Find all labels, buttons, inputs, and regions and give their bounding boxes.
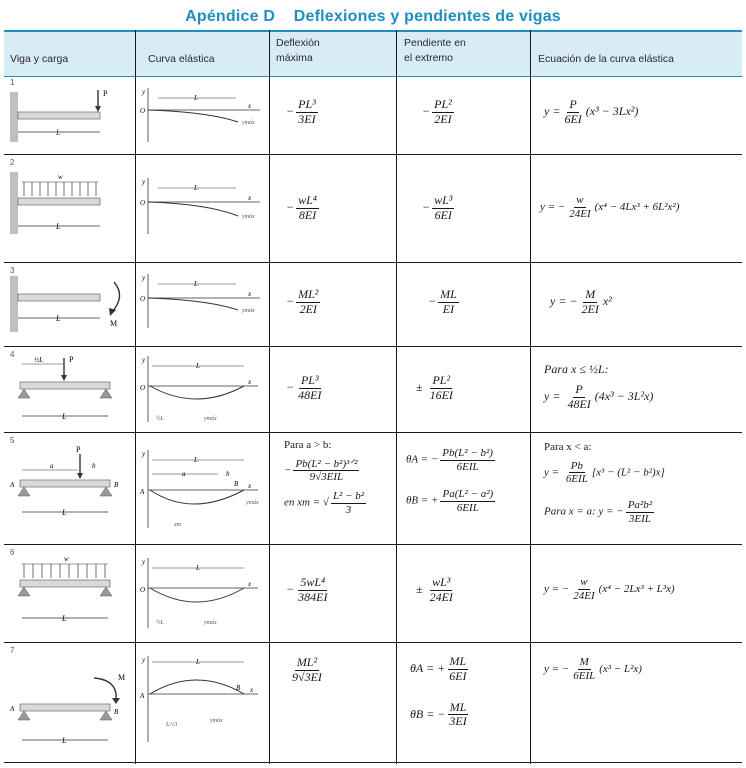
svg-text:y: y (142, 656, 146, 664)
header-pendiente-1: Pendiente en (404, 37, 466, 49)
end-slope: ± $\frac{\text{PL²}}{16EI}$ (416, 373, 453, 402)
length-label: L (56, 128, 61, 137)
ymax-label: ymáx (242, 120, 255, 126)
end-slope: ± $\frac{\text{wL³}}{24EI}$ (416, 575, 453, 604)
svg-text:½L: ½L (156, 620, 164, 626)
row-number: 1 (10, 78, 15, 87)
svg-text:y: y (142, 178, 146, 186)
row-number: 6 (10, 548, 15, 557)
end-slope: − $\frac{\text{wL³}}{6EI}$ (422, 193, 453, 222)
elastic-equation: Para x < a: y = $\frac{Pb}{\text{6EIL}}$ [x³ − (L² − b²)x] Para x = a: y = − $\frac{\text{Pa²b²}}{\text{3EIL}}$ (544, 441, 665, 525)
svg-text:½L: ½L (156, 416, 164, 422)
elastic-curve-diagram (138, 174, 266, 240)
length-label: L (194, 94, 198, 102)
beam-diagram (6, 270, 131, 342)
table-row (4, 346, 742, 433)
svg-text:L: L (56, 314, 61, 323)
table-row (4, 262, 742, 347)
svg-text:x: x (248, 482, 252, 490)
svg-text:L: L (196, 658, 200, 666)
beam (18, 112, 100, 119)
svg-text:M: M (118, 673, 126, 682)
svg-text:b: b (92, 462, 96, 470)
svg-text:O: O (140, 586, 146, 594)
max-deflection: − $\frac{\text{PL³}}{3EI}$ (286, 97, 316, 126)
svg-text:L: L (56, 222, 61, 231)
svg-text:A: A (10, 481, 15, 489)
svg-text:L: L (194, 280, 198, 288)
header-ecuacion: Ecuación de la curva elástica (538, 53, 674, 65)
svg-text:x: x (250, 686, 254, 694)
svg-text:P: P (69, 355, 74, 364)
beam-diagram (6, 168, 131, 248)
svg-text:L: L (196, 564, 200, 572)
svg-text:O: O (140, 295, 146, 303)
svg-text:y: y (142, 274, 146, 282)
svg-text:ymáx: ymáx (242, 214, 255, 220)
elastic-equation: y = $\frac{P}{6EI}$ (x³ − 3Lx²) (544, 97, 639, 126)
beam-diagram (6, 554, 131, 634)
max-deflection: − $\frac{\text{wL⁴}}{8EI}$ (286, 193, 317, 222)
end-slope: θA = − $\frac{\text{Pb(L² − b²)}}{\text{6EIL}}$ θB = + $\frac{\text{Pa(L² − a²)}}{\text{6EIL}}$ (406, 447, 494, 514)
svg-text:x: x (248, 580, 252, 588)
beam-diagram (6, 352, 131, 428)
svg-text:B: B (114, 481, 119, 489)
table-row (4, 432, 742, 545)
max-deflection: $\frac{\text{ML²}}{9√3EI}$ (292, 655, 322, 684)
table-header (4, 30, 742, 77)
row-number: 5 (10, 436, 15, 445)
svg-text:L: L (194, 184, 198, 192)
elastic-equation: y = − $\frac{M}{\text{6EIL}}$ (x³ − L²x) (544, 656, 642, 682)
header-curva: Curva elástica (148, 53, 215, 65)
header-viga: Viga y carga (10, 53, 69, 65)
svg-text:L: L (196, 362, 200, 370)
elastic-equation: y = − $\frac{w}{24EI}$ (x⁴ − 4Lx³ + 6L²x²) (540, 194, 680, 220)
svg-text:a: a (50, 462, 54, 470)
svg-text:P: P (76, 445, 81, 454)
svg-text:L: L (194, 456, 198, 464)
table-row (4, 74, 742, 155)
elastic-curve-diagram (138, 270, 266, 336)
elastic-curve-diagram (138, 554, 266, 634)
appendix-label: Apéndice D (185, 8, 276, 25)
end-slope: − $\frac{\text{PL²}}{2EI}$ (422, 97, 452, 126)
svg-text:x: x (248, 290, 252, 298)
elastic-curve-diagram (138, 352, 266, 428)
svg-text:ymáx: ymáx (204, 416, 217, 422)
svg-text:ymáx: ymáx (210, 718, 223, 724)
elastic-curve-diagram (138, 446, 266, 534)
svg-text:y: y (142, 558, 146, 566)
svg-text:A: A (10, 705, 15, 713)
svg-text:xm: xm (174, 522, 181, 528)
load-label: P (103, 89, 108, 98)
max-deflection: − $\frac{\text{PL³}}{48EI}$ (286, 373, 322, 402)
row-number: 7 (10, 646, 15, 655)
svg-text:y: y (142, 450, 146, 458)
svg-text:L/√3: L/√3 (166, 722, 178, 728)
svg-text:B: B (234, 480, 239, 488)
beam-diagram (6, 445, 131, 538)
max-deflection: − $\frac{\text{5wL⁴}}{384EI}$ (286, 575, 328, 604)
svg-text:b: b (226, 470, 230, 478)
svg-text:y: y (142, 356, 146, 364)
svg-text:O: O (140, 384, 146, 392)
svg-text:O: O (140, 199, 146, 207)
table-row (4, 154, 742, 263)
svg-text:B: B (114, 708, 119, 716)
header-deflexion-1: Deflexión (276, 37, 320, 49)
svg-text:B: B (236, 684, 241, 692)
svg-text:M: M (110, 319, 118, 328)
page-title (0, 8, 746, 26)
svg-text:x: x (248, 194, 252, 202)
beam-diagram (6, 84, 131, 150)
end-slope: θA = + $\frac{ML}{6EI}$ θB = − $\frac{ML}{3EI}$ (410, 654, 467, 729)
max-deflection: Para a > b: − $\frac{\text{Pb(L² − b²)³ᐟ²}}{\text{9√3EIL}}$ en xm = √ $\frac{\text{L² − b²}}{3}$ (284, 439, 365, 516)
svg-text:ymáx: ymáx (246, 500, 259, 506)
svg-text:L: L (62, 508, 67, 517)
svg-text:A: A (140, 488, 145, 496)
title-text: Deflexiones y pendientes de vigas (293, 8, 561, 25)
svg-text:A: A (140, 692, 145, 700)
beam-diagram (6, 674, 131, 756)
row-number: 4 (10, 350, 15, 359)
elastic-equation: y = − $\frac{M}{2EI}$ x² (550, 287, 612, 316)
origin-label: O (140, 107, 146, 115)
end-slope: − $\frac{ML}{EI}$ (428, 287, 457, 316)
row-number: 2 (10, 158, 15, 167)
table-row (4, 642, 742, 763)
table-row (4, 544, 742, 643)
svg-text:ymáx: ymáx (204, 620, 217, 626)
wall-support (10, 92, 18, 142)
elastic-equation: Para x ≤ ½L: y = $\frac{P}{48EI}$ (4x³ − 3L²x) (544, 362, 654, 411)
axis-x: x (248, 102, 252, 110)
svg-text:½L: ½L (34, 356, 44, 364)
elastic-curve-diagram (138, 84, 266, 146)
svg-text:x: x (248, 378, 252, 386)
svg-text:w: w (64, 555, 69, 563)
max-deflection: − $\frac{\text{ML²}}{2EI}$ (286, 287, 319, 316)
svg-text:a: a (182, 470, 186, 478)
svg-text:L: L (62, 736, 67, 745)
svg-text:ymáx: ymáx (242, 308, 255, 314)
svg-text:w: w (58, 173, 63, 181)
elastic-curve-diagram (138, 652, 266, 752)
elastic-equation: y = − $\frac{w}{24EI}$ (x⁴ − 2Lx³ + L³x) (544, 576, 675, 602)
row-number: 3 (10, 266, 15, 275)
header-pendiente-2: el extremo (404, 52, 454, 64)
axis-y: y (142, 88, 146, 96)
svg-text:L: L (62, 614, 67, 623)
svg-text:L: L (62, 412, 67, 421)
header-deflexion-2: máxima (276, 52, 313, 64)
